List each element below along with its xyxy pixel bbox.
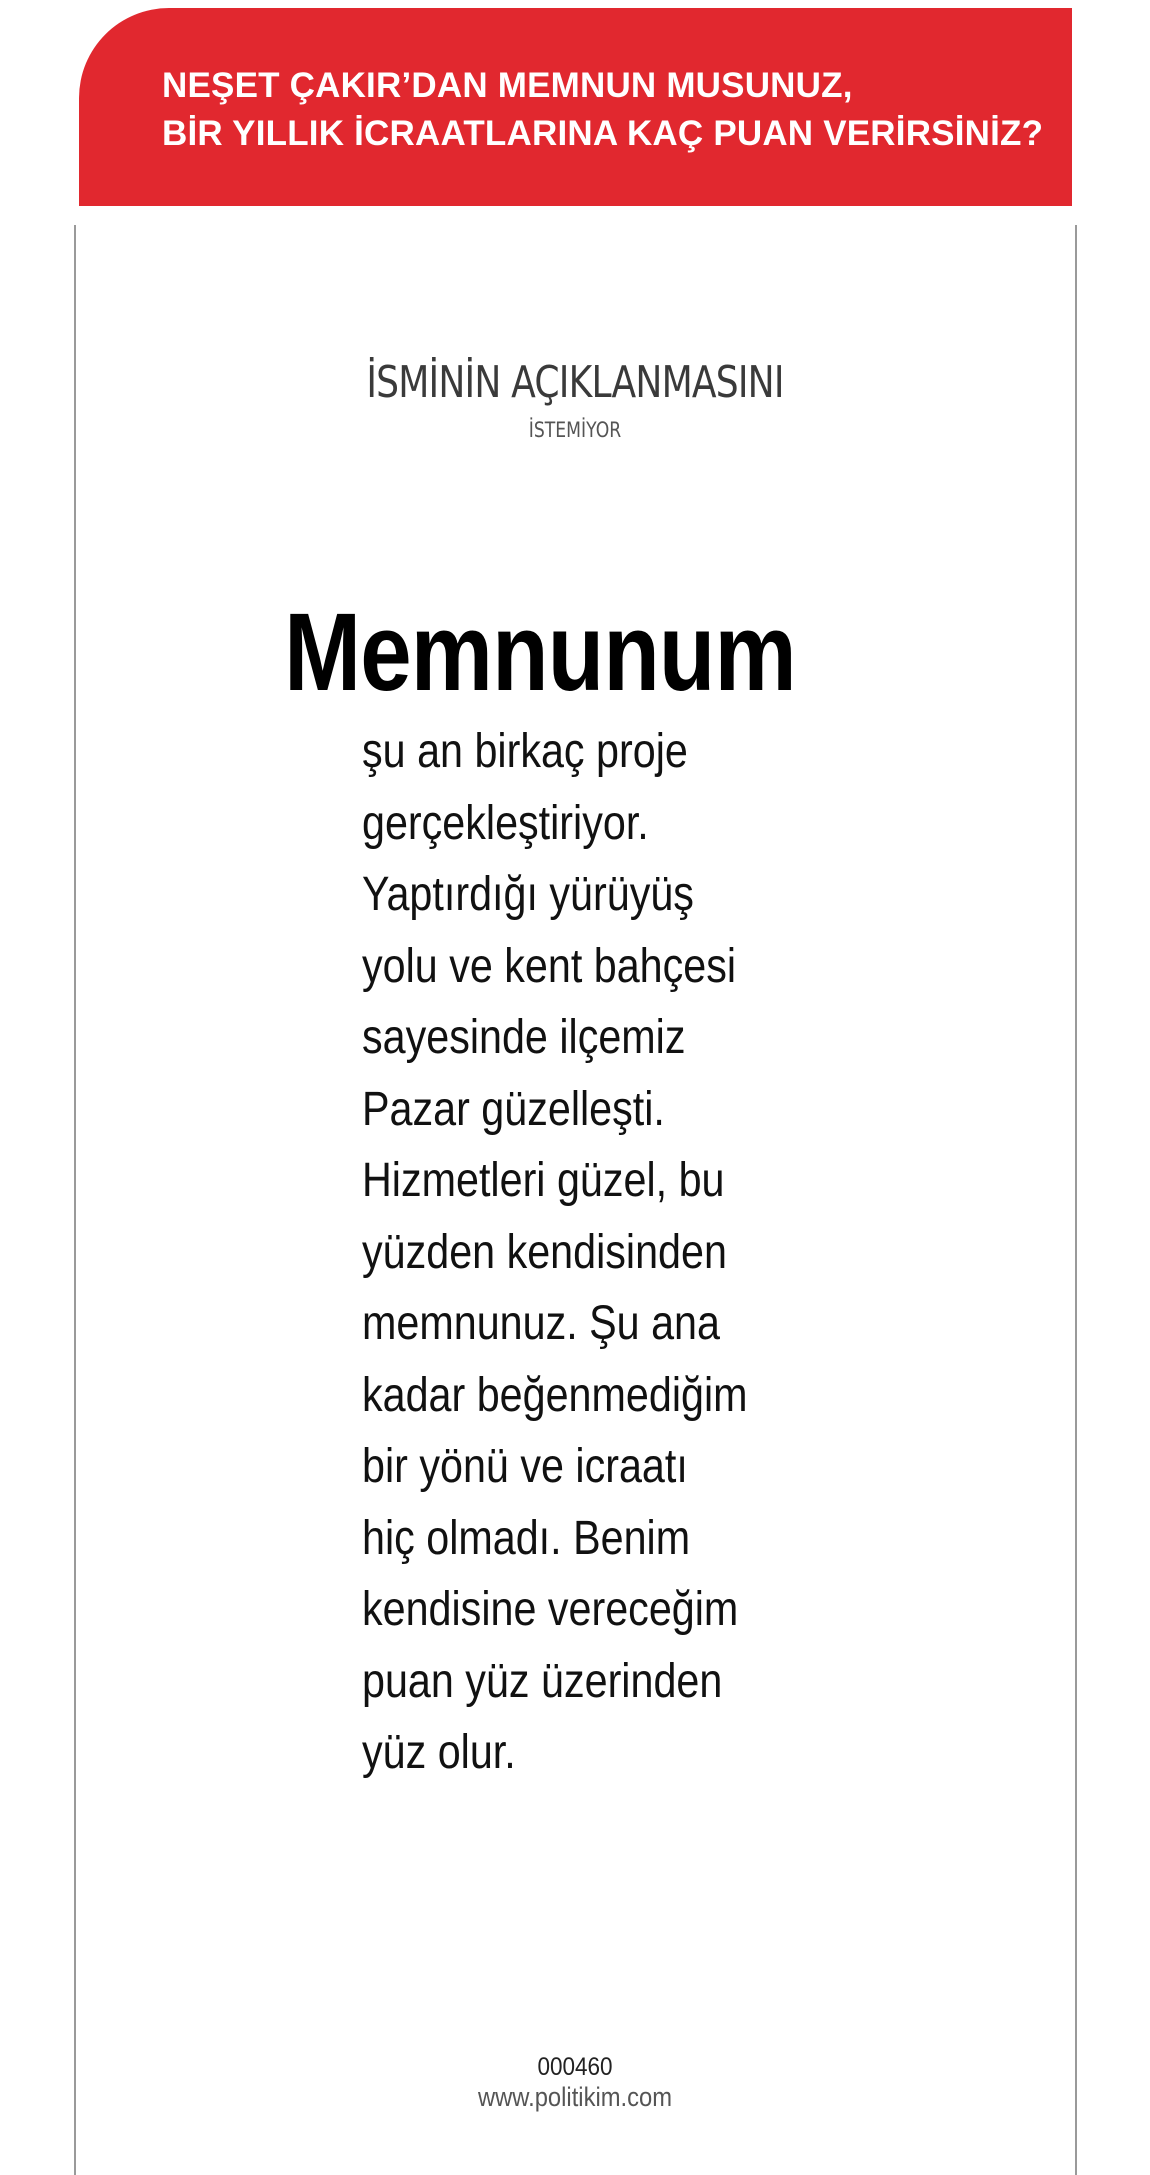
verdict-heading: Memnunum bbox=[284, 591, 796, 714]
right-border-line bbox=[1075, 225, 1077, 2175]
quote-line: Yaptırdığı yürüyüş bbox=[362, 868, 694, 921]
quote-line: yolu ve kent bahçesi bbox=[362, 939, 737, 993]
quote-line: şu an birkaç proje bbox=[362, 725, 688, 778]
website-url: www.politikim.com bbox=[477, 2082, 673, 2112]
answer-quote bbox=[362, 720, 782, 1793]
header-banner bbox=[79, 8, 1072, 206]
quote-line: Pazar güzelleşti. bbox=[362, 1082, 665, 1136]
quote-line: hiç olmadı. Benim bbox=[362, 1511, 691, 1565]
respondent-subtitle: İSTEMİYOR bbox=[528, 418, 622, 442]
respondent-name: İSMİNİN AÇIKLANMASINI bbox=[366, 357, 784, 408]
quote-line: gerçekleştiriyor. bbox=[362, 796, 649, 850]
quote-line: Hizmetleri güzel, bu bbox=[362, 1154, 725, 1207]
quote-line: kendisine vereceğim bbox=[362, 1583, 739, 1636]
question-line-1: NEŞET ÇAKIR’DAN MEMNUN MUSUNUZ, bbox=[162, 66, 853, 105]
quote-line: yüzden kendisinden bbox=[362, 1225, 727, 1279]
quote-line: memnunuz. Şu ana bbox=[362, 1297, 720, 1350]
item-code: 000460 bbox=[537, 2053, 613, 2081]
quote-line: yüz olur. bbox=[362, 1726, 516, 1779]
left-border-line bbox=[74, 225, 76, 2175]
question-line-2: BİR YILLIK İCRAATLARINA KAÇ PUAN VERİRSİNİZ? bbox=[162, 114, 1044, 153]
quote-line: bir yönü ve icraatı bbox=[362, 1440, 688, 1493]
quote-line: puan yüz üzerinden bbox=[362, 1654, 723, 1708]
quote-line: sayesinde ilçemiz bbox=[362, 1011, 686, 1064]
quote-line: kadar beğenmediğim bbox=[362, 1368, 748, 1422]
